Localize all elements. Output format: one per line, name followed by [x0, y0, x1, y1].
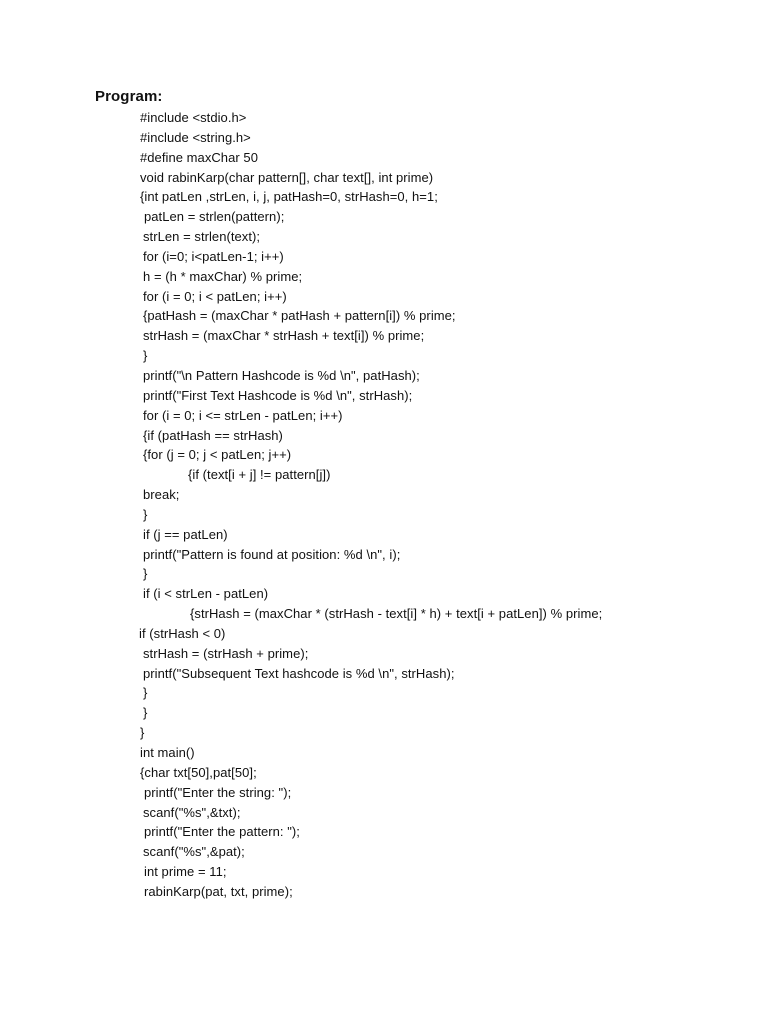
code-line: } — [143, 506, 148, 522]
code-line: printf("Enter the pattern: "); — [144, 824, 300, 840]
code-line: } — [143, 348, 148, 364]
code-line: {strHash = (maxChar * (strHash - text[i] * h) + text[i + patLen]) % prime; — [190, 606, 603, 622]
code-line: {for (j = 0; j < patLen; j++) — [143, 447, 292, 463]
code-block — [0, 108, 768, 902]
code-line: } — [143, 685, 148, 701]
code-line: printf("Pattern is found at position: %d \n", i); — [143, 546, 401, 562]
code-line: printf("Subsequent Text hashcode is %d \n", strHash); — [143, 665, 455, 681]
code-line: scanf("%s",&pat); — [143, 844, 245, 860]
code-line: printf("\n Pattern Hashcode is %d \n", patHash); — [143, 367, 420, 383]
program-heading: Program: — [95, 88, 163, 105]
code-line: } — [143, 566, 148, 582]
code-line: } — [140, 725, 145, 741]
code-line: {char txt[50],pat[50]; — [140, 764, 257, 780]
code-line: if (strHash < 0) — [139, 625, 226, 641]
code-line: if (i < strLen - patLen) — [143, 586, 269, 602]
code-line: for (i = 0; i < patLen; i++) — [143, 288, 287, 304]
code-line: rabinKarp(pat, txt, prime); — [144, 883, 293, 899]
code-line: printf("Enter the string: "); — [144, 784, 292, 800]
code-line: strHash = (strHash + prime); — [143, 645, 309, 661]
code-line: for (i=0; i<patLen-1; i++) — [143, 248, 284, 264]
code-line: } — [143, 705, 148, 721]
code-line: strLen = strlen(text); — [143, 229, 261, 245]
code-line: scanf("%s",&txt); — [143, 804, 241, 820]
code-line: #include <string.h> — [140, 129, 251, 145]
code-line: {if (text[i + j] != pattern[j]) — [188, 467, 331, 483]
code-line: {int patLen ,strLen, i, j, patHash=0, strHash=0, h=1; — [140, 189, 438, 205]
code-line: h = (h * maxChar) % prime; — [143, 268, 303, 284]
code-line: {if (patHash == strHash) — [143, 427, 283, 443]
code-line: patLen = strlen(pattern); — [144, 209, 285, 225]
code-line: strHash = (maxChar * strHash + text[i]) % prime; — [143, 328, 425, 344]
code-line: void rabinKarp(char pattern[], char text[], int prime) — [140, 169, 434, 185]
code-line: int prime = 11; — [144, 864, 227, 880]
code-line: int main() — [140, 745, 195, 760]
code-line: #define maxChar 50 — [140, 149, 258, 165]
code-line: {patHash = (maxChar * patHash + pattern[i]) % prime; — [143, 308, 456, 324]
code-line: if (j == patLen) — [143, 526, 228, 542]
code-line: printf("First Text Hashcode is %d \n", strHash); — [143, 387, 413, 403]
code-line: for (i = 0; i <= strLen - patLen; i++) — [143, 407, 343, 423]
code-line: break; — [143, 487, 180, 503]
code-line: #include <stdio.h> — [140, 110, 247, 125]
